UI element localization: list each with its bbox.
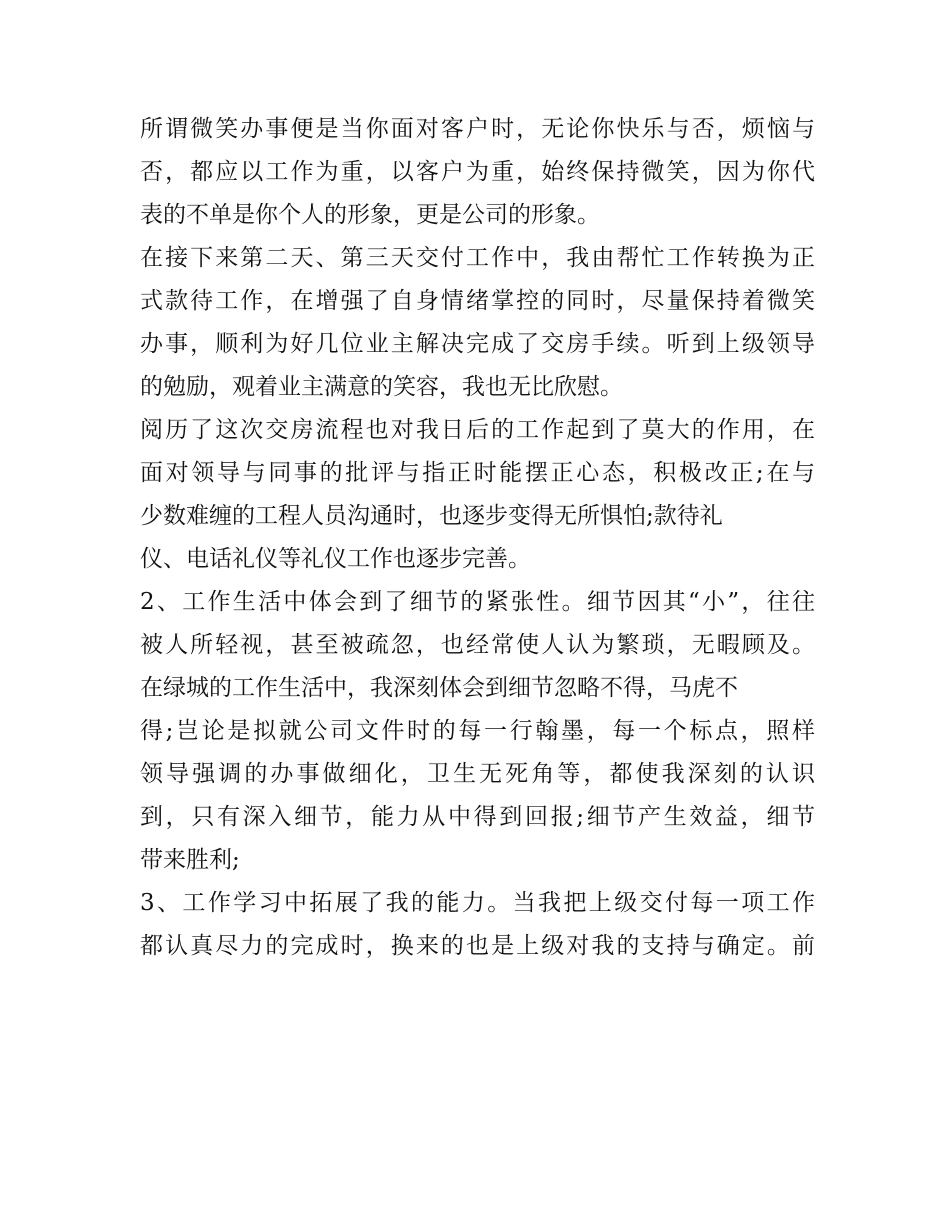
text-line: 带来胜利; — [140, 847, 240, 873]
text-line: 被人所轻视，甚至被疏忽，也经常使人认为繁琐，无暇顾及。 — [140, 632, 815, 658]
text-line: 否，都应以工作为重，以客户为重，始终保持微笑，因为你代 — [140, 159, 815, 185]
document-body — [140, 108, 815, 968]
text-line: 办事，顺利为好几位业主解决完成了交房手续。听到上级领导 — [140, 331, 815, 357]
text-line: 阅历了这次交房流程也对我日后的工作起到了莫大的作用，在 — [140, 417, 815, 443]
text-line: 在接下来第二天、第三天交付工作中，我由帮忙工作转换为正 — [140, 245, 815, 271]
text-line: 仪、电话礼仪等礼仪工作也逐步完善。 — [140, 546, 531, 572]
text-line: 面对领导与同事的批评与指正时能摆正心态，积极改正;在与 — [140, 460, 815, 486]
text-line: 所谓微笑办事便是当你面对客户时，无论你快乐与否，烦恼与 — [140, 116, 815, 142]
text-line: 到，只有深入细节，能力从中得到回报;细节产生效益，细节 — [140, 804, 815, 830]
text-line: 3、工作学习中拓展了我的能力。当我把上级交付每一项工作 — [140, 890, 815, 916]
text-line: 2、工作生活中体会到了细节的紧张性。细节因其“小”，往往 — [140, 589, 815, 615]
text-line: 少数难缠的工程人员沟通时，也逐步变得无所惧怕;款待礼 — [140, 503, 723, 529]
text-line: 得;岂论是拟就公司文件时的每一行翰墨，每一个标点，照样 — [140, 718, 815, 744]
text-line: 在绿城的工作生活中，我深刻体会到细节忽略不得，马虎不 — [140, 675, 738, 701]
text-line: 表的不单是你个人的形象，更是公司的形象。 — [140, 202, 600, 228]
text-line: 的勉励，观着业主满意的笑容，我也无比欣慰。 — [140, 374, 623, 400]
text-line: 都认真尽力的完成时，换来的也是上级对我的支持与确定。前 — [140, 933, 815, 959]
text-line: 领导强调的办事做细化，卫生无死角等，都使我深刻的认识 — [140, 761, 815, 787]
text-line: 式款待工作，在增强了自身情绪掌控的同时，尽量保持着微笑 — [140, 288, 815, 314]
